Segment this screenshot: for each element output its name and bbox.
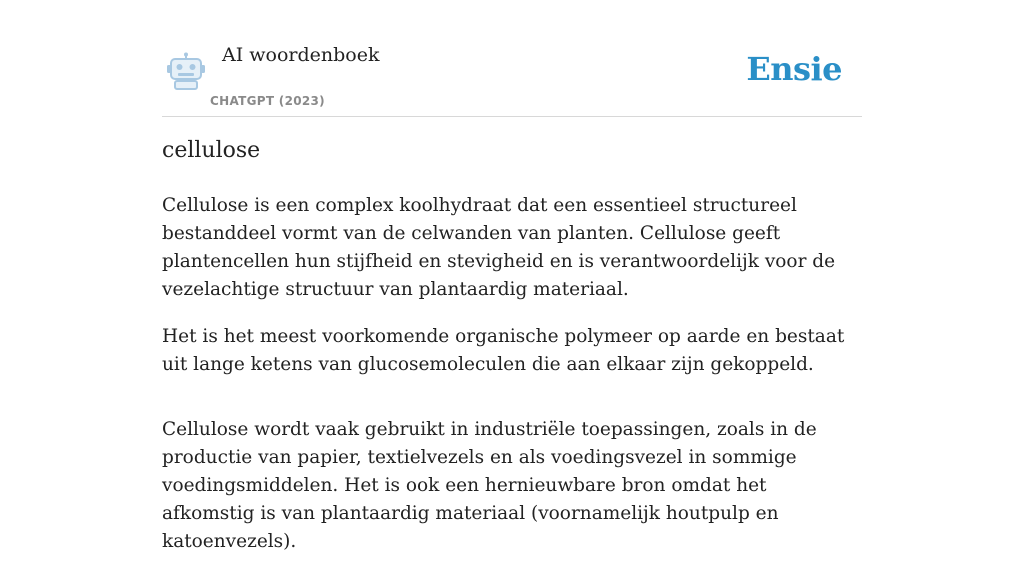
source-header	[162, 0, 862, 117]
entry-term: cellulose	[162, 138, 261, 163]
definition-paragraph: Het is het meest voorkomende organische polymeer op aarde en bestaat uit lange ketens van glucosemoleculen die aan elkaar zijn gekoppeld.	[162, 326, 845, 375]
source-subtitle: CHATGPT (2023)	[210, 94, 325, 108]
robot-icon	[166, 52, 206, 90]
definition-paragraph: Cellulose is een complex koolhydraat dat een essentieel structureel bestanddeel vormt van de celwanden van planten. Cellulose geeft plantencellen hun stijfheid en stevigheid en is verantwoordelijk voor de vezelachtige structuur van plantaardig materiaal.	[162, 195, 836, 300]
definition-paragraph: Cellulose wordt vaak gebruikt in industriële toepassingen, zoals in de productie van papier, textielvezels en als voedingsvezel in sommige voedingsmiddelen. Het is ook een hernieuwbare bron omdat het afkomstig is van plantaardig materiaal (voornamelijk houtpulp en katoenvezels).	[162, 419, 817, 552]
entry-definition	[162, 192, 862, 575]
brand-logo[interactable]: Ensie	[746, 50, 842, 88]
source-title: AI woordenboek	[222, 44, 380, 66]
